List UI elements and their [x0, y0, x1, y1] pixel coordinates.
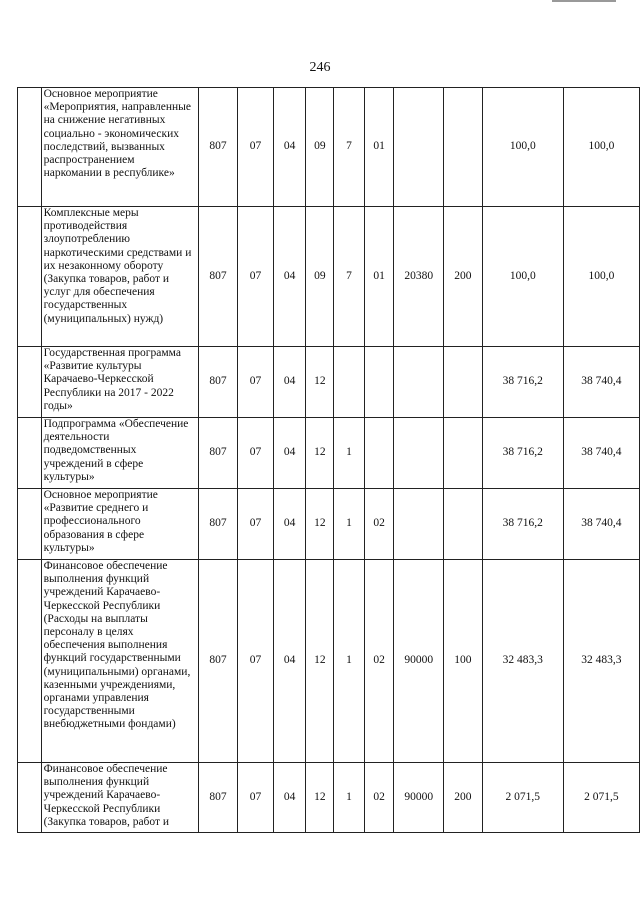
- section-code-cell: 07: [238, 347, 274, 418]
- event-code-cell: [364, 418, 394, 489]
- blank-margin-cell: [18, 489, 42, 560]
- section-code-cell: 07: [238, 418, 274, 489]
- item-name-cell: Государственная программа «Развитие культуры Карачаево-Черкесской Республики на 2017 - 2022 годы»: [41, 347, 198, 418]
- amount-year2-cell: 2 071,5: [563, 763, 639, 833]
- item-name-cell: Финансовое обеспечение выполнения функций учреждений Карачаево-Черкесской Республики (Закупка товаров, работ и: [41, 763, 198, 833]
- blank-margin-cell: [18, 88, 42, 207]
- program-code-cell: 12: [306, 489, 334, 560]
- blank-margin-cell: [18, 418, 42, 489]
- subsection-code-cell: 04: [273, 207, 306, 347]
- budget-table: [17, 87, 640, 833]
- direction-code-cell: [394, 418, 444, 489]
- blank-margin-cell: [18, 560, 42, 763]
- table-row: [18, 88, 640, 207]
- program-code-cell: 12: [306, 763, 334, 833]
- section-code-cell: 07: [238, 560, 274, 763]
- amount-year1-cell: 32 483,3: [482, 560, 563, 763]
- ministry-code-cell: 807: [198, 347, 238, 418]
- expense-type-cell: [444, 347, 483, 418]
- section-code-cell: 07: [238, 207, 274, 347]
- ministry-code-cell: 807: [198, 207, 238, 347]
- program-code-cell: 09: [306, 88, 334, 207]
- section-code-cell: 07: [238, 88, 274, 207]
- section-code-cell: 07: [238, 489, 274, 560]
- amount-year2-cell: 38 740,4: [563, 347, 639, 418]
- event-code-cell: 01: [364, 88, 394, 207]
- subsection-code-cell: 04: [273, 763, 306, 833]
- program-code-cell: 12: [306, 347, 334, 418]
- event-code-cell: [364, 347, 394, 418]
- item-name-cell: Основное мероприятие «Развитие среднего и профессионального образования в сфере культуры»: [41, 489, 198, 560]
- subprogram-code-cell: [334, 347, 365, 418]
- subprogram-code-cell: 7: [334, 207, 365, 347]
- blank-margin-cell: [18, 763, 42, 833]
- subsection-code-cell: 04: [273, 88, 306, 207]
- section-code-cell: 07: [238, 763, 274, 833]
- item-name-cell: Подпрограмма «Обеспечение деятельности подведомственных учреждений в сфере культуры»: [41, 418, 198, 489]
- table-row: [18, 418, 640, 489]
- amount-year1-cell: 2 071,5: [482, 763, 563, 833]
- subsection-code-cell: 04: [273, 418, 306, 489]
- item-name-cell: Комплексные меры противодействия злоупотреблению наркотическими средствами и их незаконному обороту (Закупка товаров, работ и услуг для обеспечения государственных (муниципальных) нужд): [41, 207, 198, 347]
- direction-code-cell: 90000: [394, 560, 444, 763]
- amount-year2-cell: 38 740,4: [563, 418, 639, 489]
- event-code-cell: 02: [364, 560, 394, 763]
- direction-code-cell: 90000: [394, 763, 444, 833]
- ministry-code-cell: 807: [198, 560, 238, 763]
- amount-year2-cell: 100,0: [563, 207, 639, 347]
- subprogram-code-cell: 7: [334, 88, 365, 207]
- table-row: [18, 347, 640, 418]
- program-code-cell: 09: [306, 207, 334, 347]
- blank-margin-cell: [18, 207, 42, 347]
- table-row: [18, 560, 640, 763]
- program-code-cell: 12: [306, 560, 334, 763]
- amount-year1-cell: 38 716,2: [482, 347, 563, 418]
- item-name-cell: Основное мероприятие «Мероприятия, направленные на снижение негативных социально - экономических последствий, вызванных распространением наркомании в республике»: [41, 88, 198, 207]
- subprogram-code-cell: 1: [334, 560, 365, 763]
- subsection-code-cell: 04: [273, 347, 306, 418]
- ministry-code-cell: 807: [198, 418, 238, 489]
- ministry-code-cell: 807: [198, 763, 238, 833]
- subsection-code-cell: 04: [273, 560, 306, 763]
- direction-code-cell: [394, 88, 444, 207]
- page-number: 246: [309, 60, 331, 75]
- event-code-cell: 02: [364, 763, 394, 833]
- event-code-cell: 02: [364, 489, 394, 560]
- amount-year1-cell: 100,0: [482, 207, 563, 347]
- amount-year2-cell: 100,0: [563, 88, 639, 207]
- direction-code-cell: 20380: [394, 207, 444, 347]
- subprogram-code-cell: 1: [334, 418, 365, 489]
- event-code-cell: 01: [364, 207, 394, 347]
- expense-type-cell: [444, 418, 483, 489]
- table-row: [18, 763, 640, 833]
- ministry-code-cell: 807: [198, 88, 238, 207]
- subsection-code-cell: 04: [273, 489, 306, 560]
- table-row: [18, 207, 640, 347]
- program-code-cell: 12: [306, 418, 334, 489]
- expense-type-cell: [444, 489, 483, 560]
- scan-edge-mark: [552, 0, 616, 2]
- ministry-code-cell: 807: [198, 489, 238, 560]
- direction-code-cell: [394, 347, 444, 418]
- expense-type-cell: 200: [444, 207, 483, 347]
- amount-year1-cell: 38 716,2: [482, 418, 563, 489]
- amount-year2-cell: 32 483,3: [563, 560, 639, 763]
- amount-year2-cell: 38 740,4: [563, 489, 639, 560]
- direction-code-cell: [394, 489, 444, 560]
- amount-year1-cell: 38 716,2: [482, 489, 563, 560]
- expense-type-cell: [444, 88, 483, 207]
- table-row: [18, 489, 640, 560]
- item-name-cell: Финансовое обеспечение выполнения функций учреждений Карачаево-Черкесской Республики (Расходы на выплаты персоналу в целях обеспечения выполнения функций государственными (муниципальными) органами, казенными учреждениями, органами управления государственными внебюджетными фондами): [41, 560, 198, 763]
- expense-type-cell: 200: [444, 763, 483, 833]
- subprogram-code-cell: 1: [334, 763, 365, 833]
- amount-year1-cell: 100,0: [482, 88, 563, 207]
- blank-margin-cell: [18, 347, 42, 418]
- subprogram-code-cell: 1: [334, 489, 365, 560]
- expense-type-cell: 100: [444, 560, 483, 763]
